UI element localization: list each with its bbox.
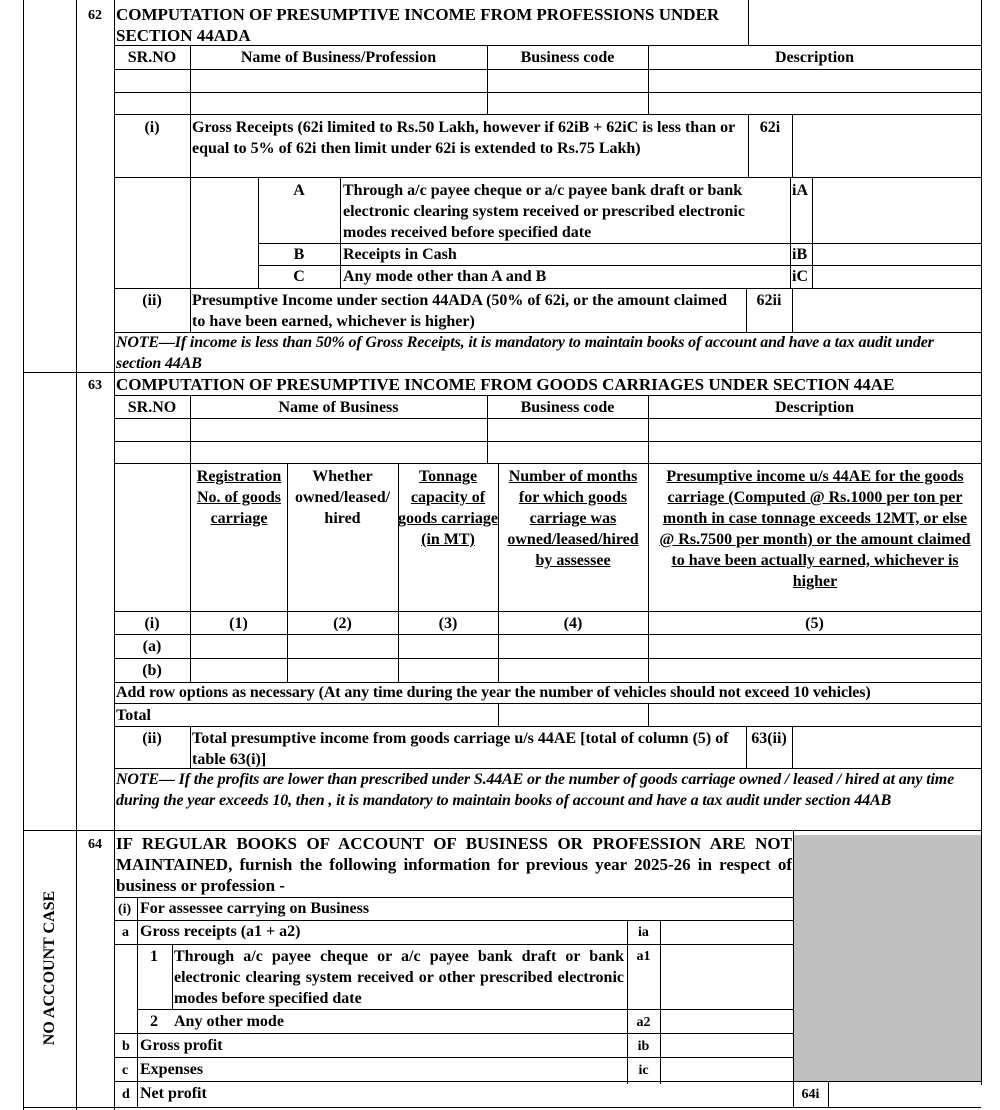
- s62-header-srno: SR.NO: [127, 49, 177, 66]
- s64-c-amount-field[interactable]: [661, 1058, 793, 1080]
- s62-c-text: Any mode other than A and B: [343, 268, 547, 285]
- grid-line: [114, 703, 981, 704]
- s63-col4-header: Number of months for which goods carriage was owned/leased/hired by assessee: [507, 468, 639, 569]
- s62-c-amount-field[interactable]: [813, 266, 980, 288]
- s64-b-text: Gross profit: [140, 1037, 223, 1054]
- s64-i-label: (i): [118, 902, 132, 917]
- section-64-title: [116, 833, 792, 896]
- s62-b-amount-field[interactable]: [813, 244, 980, 265]
- s62-c-letter: C: [293, 268, 305, 285]
- s62-note: NOTE—If income is less than 50% of Gross Receipts, it is mandatory to maintain books of account and have a tax audit under section 44AB: [116, 334, 934, 372]
- s62-header-name: Name of Business/Profession: [240, 49, 437, 66]
- grid-line: [648, 703, 649, 726]
- s63-row-b-label: (b): [142, 662, 162, 679]
- s63-ii-label: (ii): [142, 730, 162, 747]
- s63-row-a-label: (a): [142, 638, 162, 655]
- s64-c-letter: c: [122, 1063, 129, 1078]
- section-63-title: COMPUTATION OF PRESUMPTIVE INCOME FROM GOODS CARRIAGES UNDER SECTION 44AE: [116, 375, 895, 394]
- s63-colnum-2: (2): [333, 615, 352, 632]
- s62-a-text: Through a/c payee cheque or a/c payee bank draft or bank electronic clearing system received or prescribed electronic modes received before specified date: [343, 182, 745, 241]
- s62-header-desc: Description: [774, 49, 855, 66]
- s62-ii-label: (ii): [142, 292, 162, 309]
- grid-line: [981, 0, 982, 830]
- s63-colnum-3: (3): [438, 615, 458, 632]
- s64-a-code: ia: [638, 925, 649, 940]
- grid-line: [114, 611, 981, 612]
- s63-ii-amount-field[interactable]: [793, 727, 980, 767]
- s63-colnum-1: (1): [229, 615, 248, 632]
- section-64-title-rest: furnish the following information for previous year 2025-26 in respect of business or profession -: [116, 855, 792, 895]
- s64-a1-text: Through a/c payee cheque or a/c payee bank draft or bank electronic clearing system received or other prescribed electronic modes before specified date: [174, 948, 624, 1007]
- section-63-number: 63: [88, 378, 102, 393]
- s64-a1-num: 1: [150, 948, 158, 965]
- s64-b-letter: b: [122, 1039, 130, 1054]
- s64-a1-amount-field[interactable]: [661, 945, 793, 1008]
- s63-header-desc: Description: [774, 399, 855, 416]
- grid-line: [114, 441, 981, 442]
- s64-a1-code: a1: [636, 949, 651, 964]
- s62-b-letter: B: [293, 246, 305, 263]
- grid-line: [114, 395, 981, 396]
- s62-ii-text: Presumptive Income under section 44ADA (50% of 62i, or the amount claimed to have been earned, whichever is higher): [192, 292, 728, 330]
- grid-line: [76, 0, 77, 1110]
- grid-line: [748, 0, 749, 45]
- s62-ii-amount-field[interactable]: [793, 289, 980, 331]
- grid-line: [790, 177, 791, 288]
- s63-col3-header: Tonnage capacity of goods carriage (in MT): [398, 468, 498, 548]
- s64-b-amount-field[interactable]: [661, 1034, 793, 1056]
- s62-ii-code: 62ii: [756, 292, 782, 309]
- grid-line: [114, 418, 981, 419]
- s62-i-code: 62i: [759, 119, 781, 136]
- grid-line: [114, 92, 981, 93]
- s64-c-text: Expenses: [140, 1061, 204, 1078]
- grid-line: [648, 463, 649, 682]
- s64-b-code: ib: [637, 1039, 650, 1054]
- grid-line: [172, 944, 173, 1009]
- s63-col2-header: Whether owned/leased/ hired: [294, 468, 391, 527]
- grid-line: [114, 634, 981, 635]
- s63-header-code: Business code: [520, 399, 615, 416]
- s63-colnum-4: (4): [563, 615, 583, 632]
- s62-a-letter: A: [293, 182, 305, 199]
- s63-ii-code: 63(ii): [751, 730, 787, 747]
- s63-note: NOTE— If the profits are lower than prescribed under S.44AE or the number of goods carriage owned / leased / hired at any time during the year exceeds 10, then , it is mandatory to maintain books of account and have a tax audit under section 44AB: [116, 771, 955, 809]
- grid-line: [190, 726, 191, 768]
- no-account-case-label: NO ACCOUNT CASE: [41, 890, 58, 1046]
- s63-ii-text: Total presumptive income from goods carriage u/s 44AE [total of column (5) of table 63(i)]: [192, 730, 729, 768]
- s63-colnum-0: (i): [144, 615, 160, 632]
- s63-total-label: Total: [116, 707, 151, 724]
- grid-line: [190, 288, 191, 332]
- s63-header-name: Name of Business: [278, 399, 399, 416]
- s62-i-amount-field[interactable]: [793, 115, 980, 176]
- s64-a2-amount-field[interactable]: [661, 1010, 793, 1032]
- grid-line: [137, 944, 138, 1009]
- s63-colnum-5: (5): [805, 615, 824, 632]
- s62-i-text: Gross Receipts (62i limited to Rs.50 Lakh, however if 62iB + 62iC is less than or equal to 5% of 62i then limit under 62i is extended to Rs.75 Lakh): [192, 119, 735, 157]
- s64-a-text: Gross receipts (a1 + a2): [140, 923, 301, 940]
- section-62-number: 62: [88, 8, 102, 23]
- section-62-title: COMPUTATION OF PRESUMPTIVE INCOME FROM PROFESSIONS UNDER SECTION 44ADA: [116, 5, 720, 45]
- grid-line: [793, 830, 794, 1085]
- s64-i-text: For assessee carrying on Business: [140, 900, 370, 917]
- grid-line: [981, 830, 982, 1085]
- s62-b-code: iB: [792, 246, 808, 263]
- s64-d-letter: d: [122, 1087, 130, 1102]
- grid-line: [114, 463, 981, 464]
- s63-col1-header: Registration No. of goods carriage: [196, 468, 282, 527]
- grid-line: [498, 703, 499, 726]
- grid-line: [23, 0, 24, 1110]
- s64-c-code: ic: [638, 1063, 649, 1078]
- section-64-number: 64: [88, 837, 102, 852]
- s64-a2-num: 2: [150, 1013, 158, 1030]
- section-64-title-bold: IF REGULAR BOOKS OF ACCOUNT OF BUSINESS OR PROFESSION ARE NOT MAINTAINED,: [116, 834, 792, 874]
- s64-a2-text: Any other mode: [174, 1013, 284, 1030]
- s64-d-code: 64i: [801, 1087, 820, 1102]
- s64-d-text: Net profit: [140, 1085, 207, 1102]
- s62-a-code: iA: [792, 182, 808, 199]
- s64-a-amount-field[interactable]: [661, 921, 793, 943]
- grid-line: [23, 830, 981, 831]
- s62-c-code: iC: [792, 268, 808, 285]
- grid-line: [114, 658, 981, 659]
- s63-col5-header: Presumptive income u/s 44AE for the goods carriage (Computed @ Rs.1000 per ton per month in case tonnage exceeds 12MT, or else @ Rs.7500 per month) or the amount claimed to have been actually earned, whichever is higher: [659, 468, 971, 590]
- s64-a2-code: a2: [636, 1015, 651, 1030]
- grid-line: [340, 177, 341, 288]
- s62-i-label: (i): [144, 119, 160, 136]
- s62-header-code: Business code: [520, 49, 615, 66]
- s62-a-amount-field[interactable]: [813, 178, 980, 242]
- s63-add-row-note: Add row options as necessary (At any time during the year the number of vehicles should not exceed 10 vehicles): [116, 684, 871, 701]
- shaded-cell: [794, 835, 981, 1081]
- s63-header-srno: SR.NO: [127, 399, 177, 416]
- grid-line: [190, 177, 191, 288]
- s64-d-amount-field[interactable]: [829, 1082, 980, 1106]
- grid-line: [114, 69, 981, 70]
- grid-line: [23, 1107, 981, 1108]
- s64-a-letter: a: [122, 925, 129, 940]
- s62-b-text: Receipts in Cash: [343, 246, 457, 263]
